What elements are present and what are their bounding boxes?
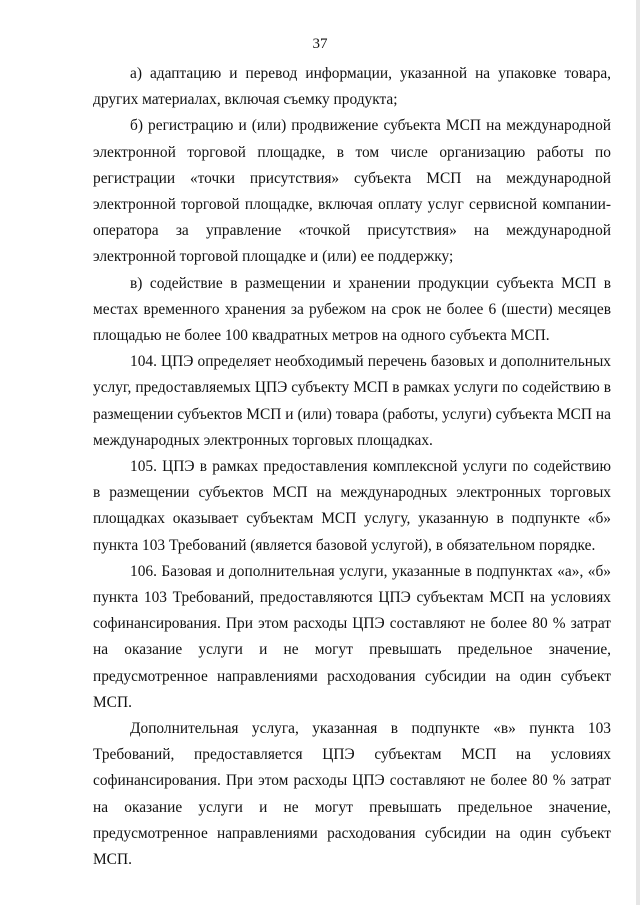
paragraph-103v: в) содействие в размещении и хранении продукции субъекта МСП в местах временного хранения за рубежом на срок не более 6 (шести) месяцев площадью не более 100 квадратных метров на одного субъекта МСП. xyxy=(93,274,611,345)
page-number: 37 xyxy=(312,36,328,52)
paragraph-103b: б) регистрацию и (или) продвижение субъекта МСП на международной электронной торговой площадке, в том числе организацию работы по регистрации «точки присутствия» субъекта МСП на международной электронной торговой площадке, включая оплату услуг сервисной компании-оператора за управление «точкой присутствия» на международной электронной торговой площадке и (или) ее поддержку; xyxy=(93,117,611,266)
scan-edge xyxy=(636,0,640,905)
paragraph-103a: а) адаптацию и перевод информации, указанной на упаковке товара, других материалах, включая съемку продукта; xyxy=(93,65,611,109)
paragraph-105: 105. ЦПЭ в рамках предоставления комплексной услуги по содействию в размещении субъектов МСП на международных электронных торговых площадках оказывает субъектам МСП услугу, указанную в подпункте «б» пункта 103 Требований (является базовой услугой), в обязательном порядке. xyxy=(93,458,611,554)
paragraph-additional-service: Дополнительная услуга, указанная в подпункте «в» пункта 103 Требований, предоставляется ЦПЭ субъектам МСП на условиях софинансирования. При этом расходы ЦПЭ составляют не более 80 % затрат на оказание услуги и не могут превышать предельное значение, предусмотренное направлениями расходования субсидии на один субъект МСП. xyxy=(93,720,611,869)
paragraph-106: 106. Базовая и дополнительная услуги, указанные в подпунктах «а», «б» пункта 103 Требований, предоставляются ЦПЭ субъектам МСП на условиях софинансирования. При этом расходы ЦПЭ составляют не более 80 % затрат на оказание услуги и не могут превышать предельное значение, предусмотренное направлениями расходования субсидии на один субъект МСП. xyxy=(93,562,611,711)
document-body xyxy=(93,61,611,873)
paragraph-104: 104. ЦПЭ определяет необходимый перечень базовых и дополнительных услуг, предоставляемых ЦПЭ субъекту МСП в рамках услуги по содействию в размещении субъектов МСП и (или) товара (работы, услуги) субъекта МСП на международных электронных торговых площадках. xyxy=(93,353,611,449)
